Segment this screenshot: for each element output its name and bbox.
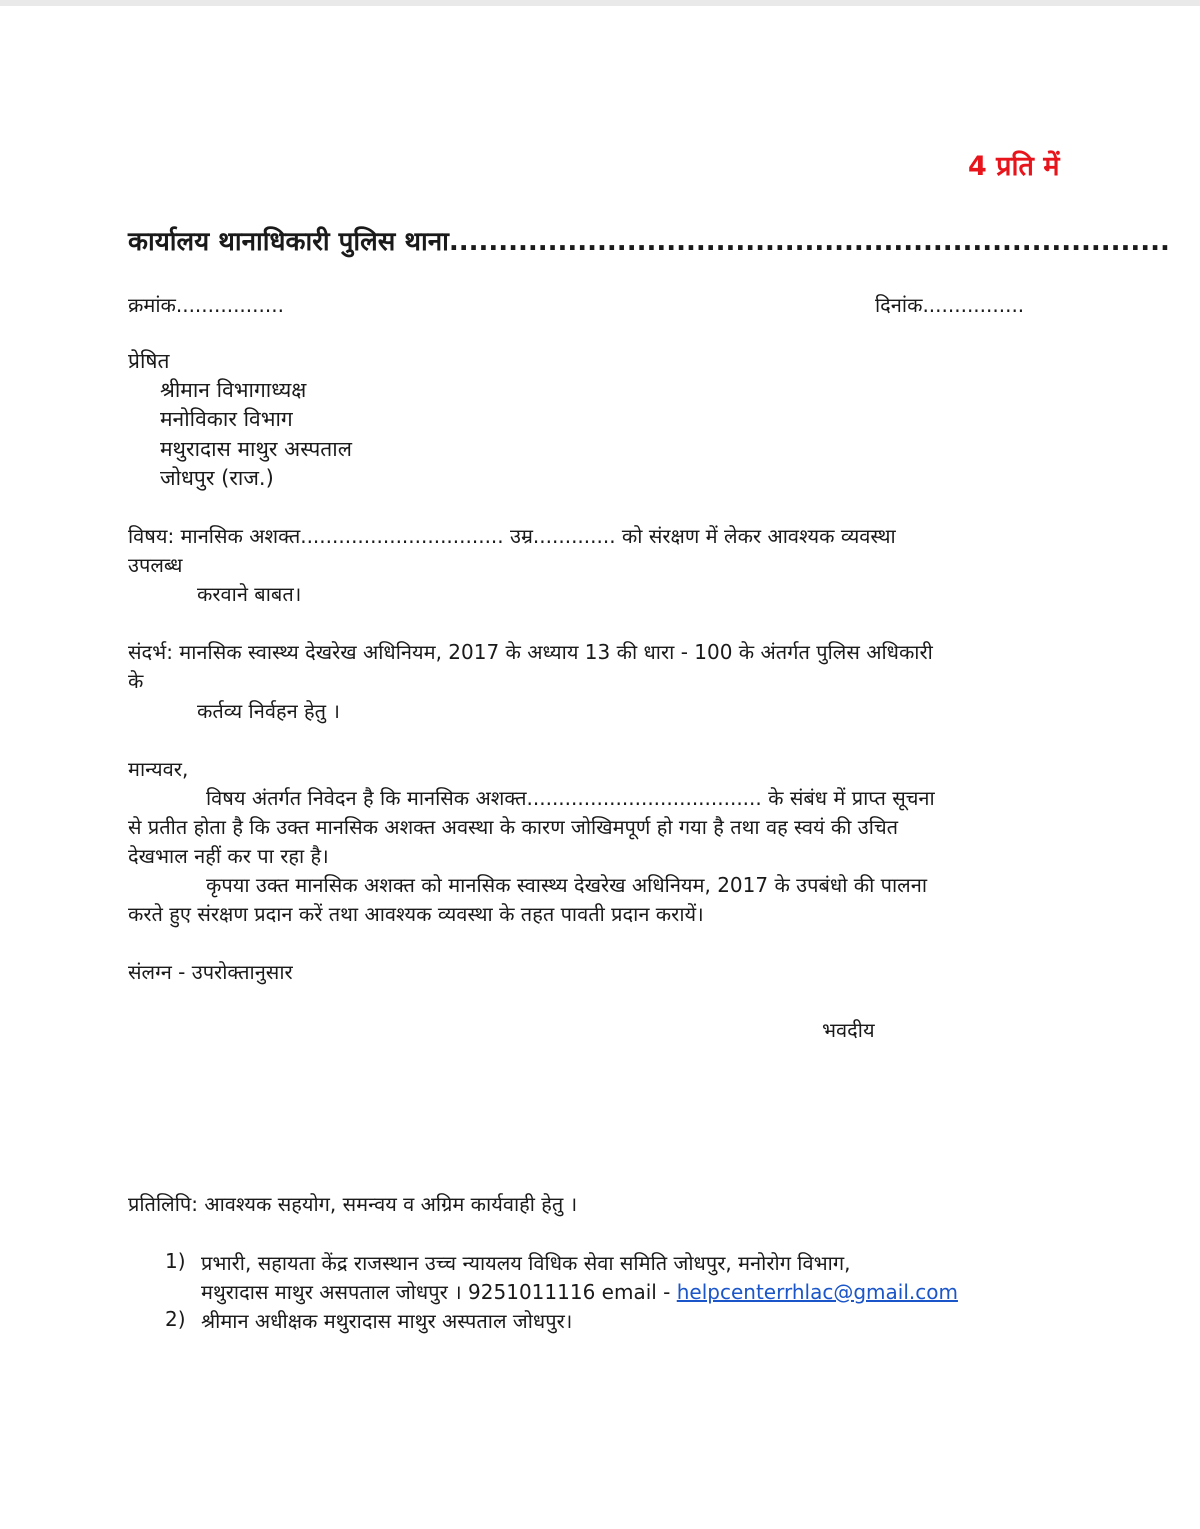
subject-line: विषय: मानसिक अशक्त................................ उम्र............. को संरक्षण में लेकर आवश्यक व्यवस्था — [128, 524, 896, 548]
subject-line: करवाने बाबत। — [197, 582, 302, 606]
body-line: देखभाल नहीं कर पा रहा है। — [128, 844, 329, 868]
enclosure-note: संलग्न - उपरोक्तानुसार — [128, 960, 293, 984]
copy-item-number: 2) — [165, 1307, 186, 1331]
reference-line: के — [128, 669, 144, 693]
salutation: मान्यवर, — [128, 757, 189, 781]
to-label: प्रेषित — [128, 349, 170, 373]
body-line: करते हुए संरक्षण प्रदान करें तथा आवश्यक व्यवस्था के तहत पावती प्रदान करायें। — [128, 902, 704, 926]
closing-signoff: भवदीय — [822, 1018, 875, 1042]
email-link[interactable]: helpcenterrhlac@gmail.com — [676, 1280, 958, 1304]
top-edge — [0, 0, 1200, 6]
reference-line: संदर्भ: मानसिक स्वास्थ्य देखरेख अधिनियम, 2017 के अध्याय 13 की धारा - 100 के अंतर्गत पुलिस अधिकारी — [128, 640, 933, 664]
recipient-line: श्रीमान विभागाध्यक्ष — [160, 378, 307, 402]
letter-date: दिनांक................ — [875, 293, 1025, 317]
copy-item-text: श्रीमान अधीक्षक मथुरादास माथुर अस्पताल जोधपुर। — [201, 1309, 573, 1333]
copy-to-label: प्रतिलिपि: आवश्यक सहयोग, समन्वय व अग्रिम कार्यवाही हेतु । — [128, 1192, 578, 1216]
copies-note: 4 प्रति में — [968, 151, 1060, 182]
reference-number: क्रमांक................. — [128, 293, 284, 317]
body-line: कृपया उक्त मानसिक अशक्त को मानसिक स्वास्थ्य देखरेख अधिनियम, 2017 के उपबंधो की पालना — [206, 873, 928, 897]
office-heading: कार्यालय थानाधिकारी पुलिस थाना......................................................................... — [128, 227, 1170, 257]
recipient-line: जोधपुर (राज.) — [160, 466, 274, 490]
copy-item-contact: मथुरादास माथुर असपताल जोधपुर । 9251011116 email - — [201, 1280, 677, 1304]
body-line: से प्रतीत होता है कि उक्त मानसिक अशक्त अवस्था के कारण जोखिमपूर्ण हो गया है तथा वह स्वयं की उचित — [128, 815, 899, 839]
copy-item-text: प्रभारी, सहायता केंद्र राजस्थान उच्च न्यायलय विधिक सेवा समिति जोधपुर, मनोरोग विभाग, — [201, 1251, 851, 1275]
subject-line: उपलब्ध — [128, 553, 183, 577]
copy-item-number: 1) — [165, 1249, 186, 1273]
recipient-line: मनोविकार विभाग — [160, 407, 293, 431]
body-line: विषय अंतर्गत निवेदन है कि मानसिक अशक्त..................................... के संबंध में प्राप्त सूचना — [206, 786, 935, 810]
recipient-line: मथुरादास माथुर अस्पताल — [160, 437, 352, 461]
copy-item-text — [201, 1278, 958, 1305]
reference-line: कर्तव्य निर्वहन हेतु । — [197, 699, 340, 723]
